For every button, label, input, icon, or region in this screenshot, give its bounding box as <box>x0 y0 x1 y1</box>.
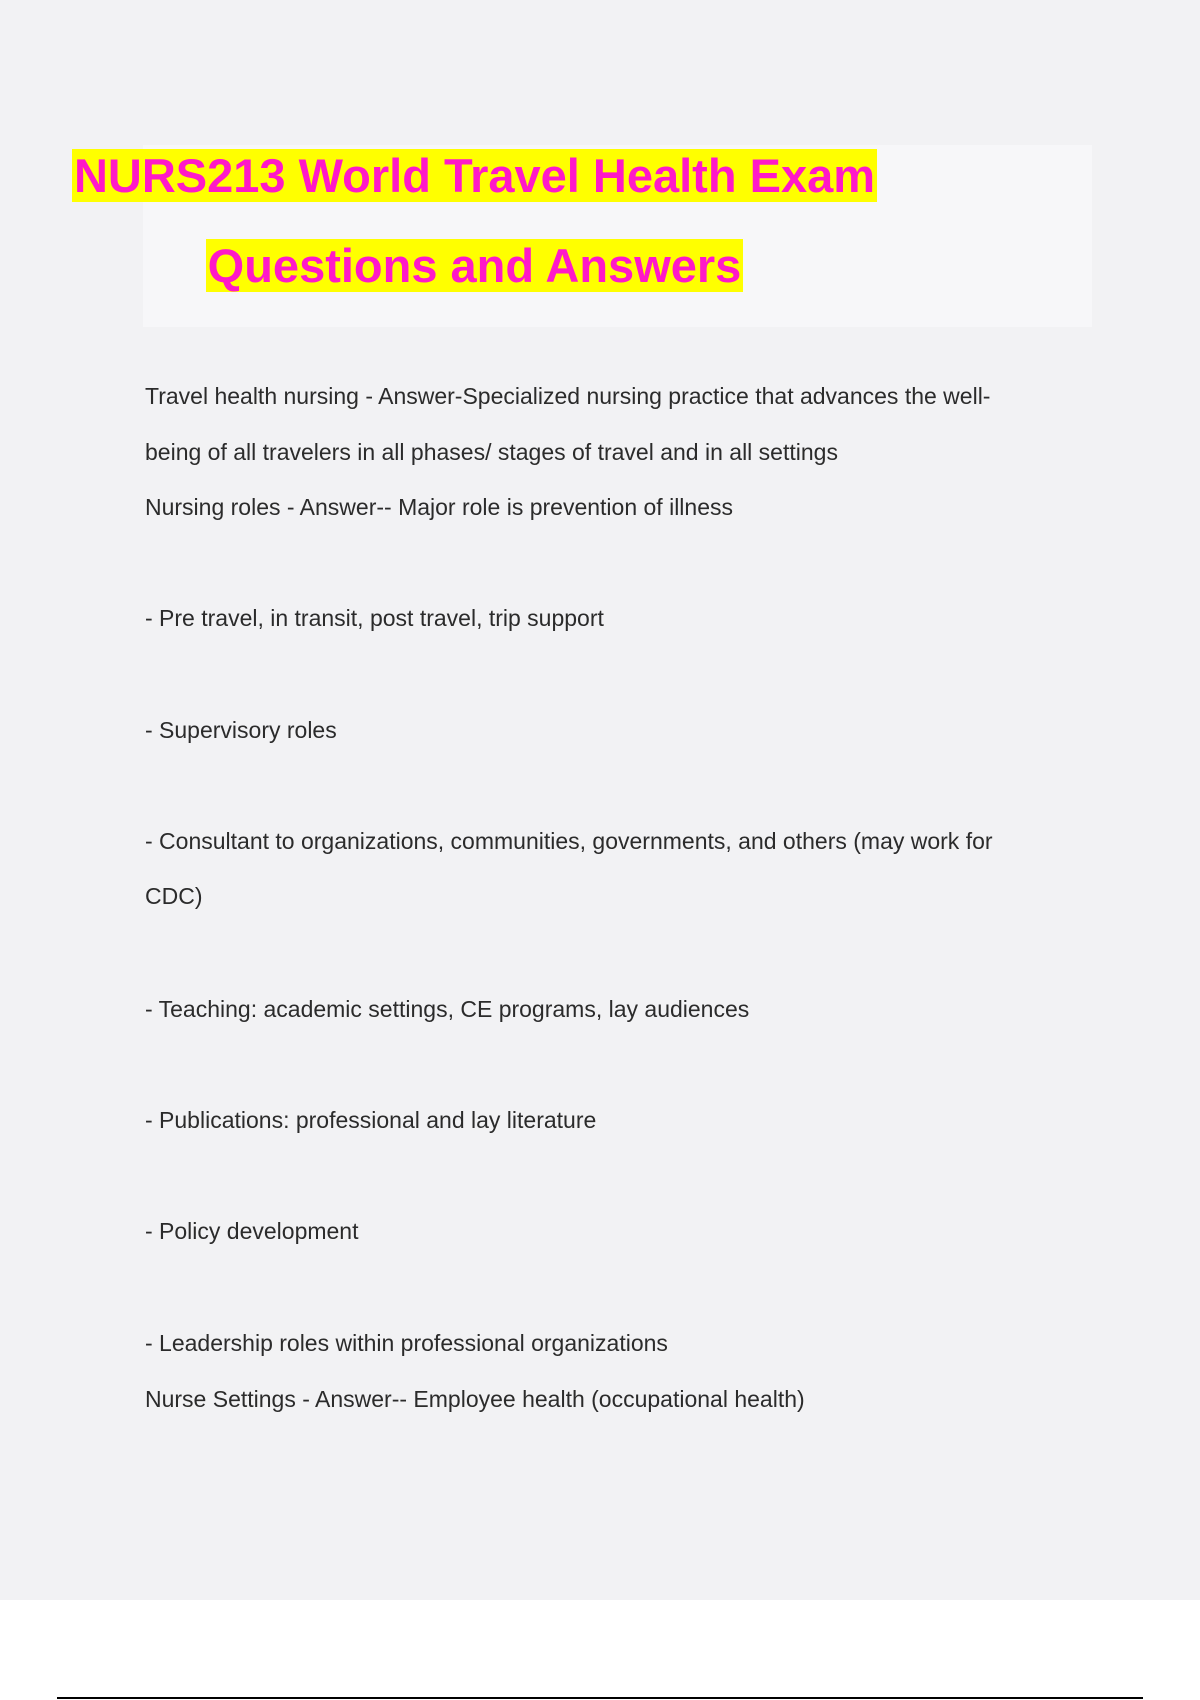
text-line-leadership-roles: - Leadership roles within professional organizations <box>145 1330 668 1356</box>
page-title-line-2 <box>0 236 949 296</box>
text-line-consultant: - Consultant to organizations, communities, governments, and others (may work for <box>145 828 993 854</box>
text-line-supervisory-roles: - Supervisory roles <box>145 717 337 743</box>
bottom-rule <box>57 1697 1143 1699</box>
text-line-travel-health-nursing-cont: being of all travelers in all phases/ stages of travel and in all settings <box>145 439 838 465</box>
text-line-nursing-roles: Nursing roles - Answer-- Major role is prevention of illness <box>145 494 733 520</box>
title-highlight-1: NURS213 World Travel Health Exam <box>73 149 876 202</box>
text-line-publications: - Publications: professional and lay literature <box>145 1107 597 1133</box>
page-title-line-1 <box>0 146 949 206</box>
text-line-travel-health-nursing: Travel health nursing - Answer-Specialized nursing practice that advances the well- <box>145 383 991 409</box>
text-line-pre-travel: - Pre travel, in transit, post travel, trip support <box>145 605 604 631</box>
text-line-policy-development: - Policy development <box>145 1218 359 1244</box>
text-line-nurse-settings: Nurse Settings - Answer-- Employee health (occupational health) <box>145 1386 805 1412</box>
text-line-consultant-cont: CDC) <box>145 883 203 909</box>
title-highlight-2: Questions and Answers <box>207 239 742 292</box>
text-line-teaching: - Teaching: academic settings, CE programs, lay audiences <box>145 996 750 1022</box>
